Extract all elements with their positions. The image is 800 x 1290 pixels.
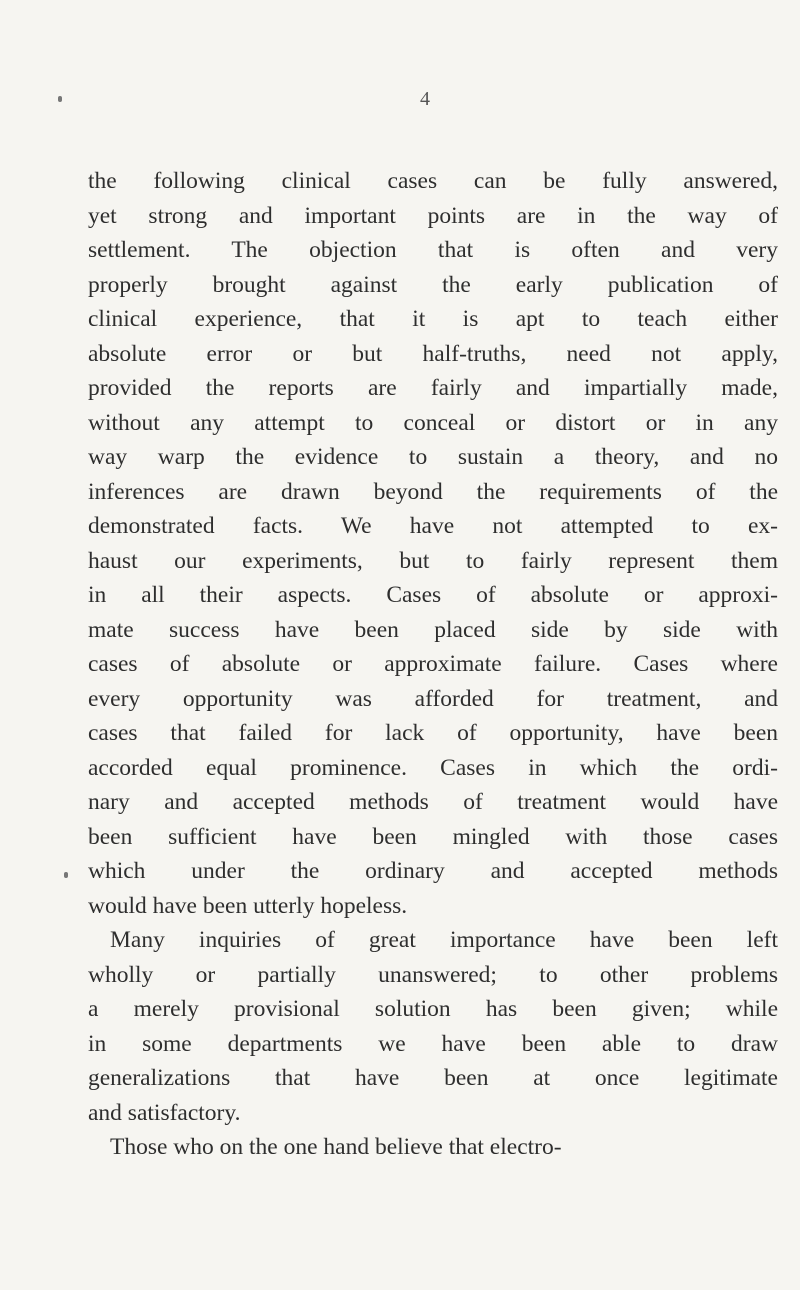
body-text — [88, 164, 778, 1165]
text-line: accorded equal prominence. Cases in which the ordi- — [88, 754, 778, 781]
scan-speck — [64, 872, 68, 878]
text-line: the following clinical cases can be fully answered, — [88, 168, 778, 194]
text-line: without any attempt to conceal or distort or in any — [88, 409, 778, 436]
text-line: a merely provisional solution has been given; while — [88, 996, 778, 1022]
text-line: nary and accepted methods of treatment would have — [88, 789, 778, 815]
text-line: which under the ordinary and accepted methods — [88, 858, 778, 884]
text-line: every opportunity was afforded for treatment, and — [88, 685, 778, 712]
text-line: in all their aspects. Cases of absolute or approxi- — [88, 582, 778, 608]
text-line: wholly or partially unanswered; to other problems — [88, 961, 778, 988]
text-line: way warp the evidence to sustain a theory, and no — [88, 444, 778, 470]
text-line: mate success have been placed side by side with — [88, 616, 778, 643]
text-line: generalizations that have been at once legitimate — [88, 1065, 778, 1091]
text-line: demonstrated facts. We have not attempted to ex- — [88, 513, 778, 539]
text-line: haust our experiments, but to fairly represent them — [88, 547, 778, 574]
text-line: been sufficient have been mingled with those cases — [88, 823, 778, 850]
text-line: settlement. The objection that is often and very — [88, 237, 778, 263]
text-line: would have been utterly hopeless. — [88, 892, 408, 919]
text-line: yet strong and important points are in the way of — [88, 202, 778, 229]
text-line: properly brought against the early publication of — [88, 271, 778, 298]
text-line: cases of absolute or approximate failure. Cases where — [88, 651, 778, 677]
text-line: in some departments we have been able to draw — [88, 1030, 778, 1057]
text-line: provided the reports are fairly and impartially made, — [88, 375, 778, 401]
text-line: Those who on the one hand believe that electro- — [110, 1134, 562, 1160]
text-line: clinical experience, that it is apt to teach either — [88, 306, 778, 332]
page-number: 4 — [420, 88, 430, 110]
text-line: absolute error or but half-truths, need not apply, — [88, 340, 778, 367]
text-line: Many inquiries of great importance have been left — [110, 927, 778, 953]
text-line: and satisfactory. — [88, 1099, 241, 1126]
text-line: cases that failed for lack of opportunity, have been — [88, 720, 778, 746]
text-line: inferences are drawn beyond the requirements of the — [88, 478, 778, 505]
scan-speck — [58, 96, 62, 102]
